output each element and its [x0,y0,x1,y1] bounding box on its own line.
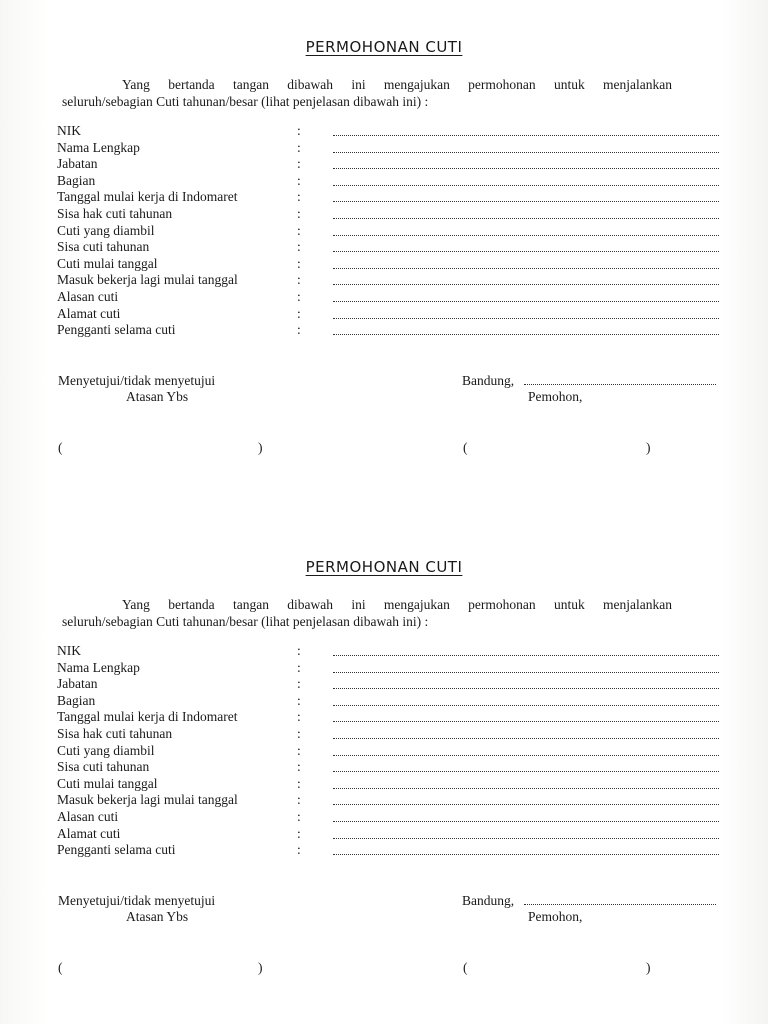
fill-in-line-cuti-diambil[interactable] [333,235,719,236]
field-row-alamat-cuti [57,826,727,843]
field-colon: : [297,172,301,188]
approval-sub-label: Atasan Ybs [126,389,189,404]
field-colon: : [297,189,301,205]
field-label: Jabatan [57,676,98,692]
form-title: PERMOHONAN CUTI [305,558,463,576]
field-colon: : [297,139,301,155]
field-colon: : [297,205,301,221]
field-colon: : [297,742,301,758]
applicant-signature-paren-close: ) [646,440,651,455]
fill-in-line-alamat-cuti[interactable] [333,838,719,839]
field-label: Nama Lengkap [57,659,140,675]
approval-label: Menyetujui/tidak menyetujui [58,893,216,908]
applicant-signature-paren-open: ( [463,960,468,975]
fill-in-line-tanggal-mulai-kerja[interactable] [333,201,719,202]
field-label: Pengganti selama cuti [57,322,176,338]
fill-in-line-masuk-bekerja[interactable] [333,804,719,805]
field-label: Cuti mulai tanggal [57,255,158,271]
applicant-label: Pemohon, [528,909,583,924]
fill-in-line-pengganti[interactable] [333,334,719,335]
fill-in-line-sisa-cuti[interactable] [333,251,719,252]
approval-block [58,893,215,925]
field-colon: : [297,239,301,255]
fill-in-line-nama-lengkap[interactable] [333,152,719,153]
field-label: Sisa hak cuti tahunan [57,725,173,741]
fill-in-line-cuti-mulai[interactable] [333,788,719,789]
fill-in-line-sisa-cuti[interactable] [333,771,719,772]
field-label: Alamat cuti [57,825,121,841]
fill-in-line-cuti-mulai[interactable] [333,268,719,269]
applicant-signature-paren-open: ( [463,440,468,455]
field-row-tanggal-mulai-kerja [57,189,727,206]
field-list [57,643,727,859]
field-label: Bagian [57,692,96,708]
field-colon: : [297,659,301,675]
field-row-pengganti [57,842,727,859]
fill-in-line-sisa-hak-cuti[interactable] [333,738,719,739]
field-colon: : [297,222,301,238]
fill-in-line-tanggal-mulai-kerja[interactable] [333,721,719,722]
field-row-alamat-cuti [57,306,727,323]
fill-in-line-jabatan[interactable] [333,688,719,689]
leave-request-form-1 [0,0,768,480]
fill-in-line-nik[interactable] [333,135,719,136]
applicant-signature-paren-close: ) [646,960,651,975]
field-row-bagian [57,693,727,710]
fill-in-line-bagian[interactable] [333,705,719,706]
field-row-alasan-cuti [57,289,727,306]
field-list [57,123,727,339]
field-label: Cuti mulai tanggal [57,775,158,791]
field-label: Masuk bekerja lagi mulai tanggal [57,792,238,808]
fill-in-line-alasan-cuti[interactable] [333,301,719,302]
approver-signature-paren-close: ) [258,960,263,975]
field-label: Cuti yang diambil [57,742,155,758]
fill-in-line-nik[interactable] [333,655,719,656]
field-label: Sisa hak cuti tahunan [57,205,173,221]
field-row-nik [57,123,727,140]
field-row-sisa-cuti [57,759,727,776]
fill-in-line-pengganti[interactable] [333,854,719,855]
approver-signature-paren-close: ) [258,440,263,455]
field-label: Sisa cuti tahunan [57,239,150,255]
field-label: Pengganti selama cuti [57,842,176,858]
field-colon: : [297,676,301,692]
field-label: Cuti yang diambil [57,222,155,238]
approver-signature-paren-open: ( [58,960,63,975]
place-date-row [462,373,722,389]
intro-line-2: seluruh/sebagian Cuti tahunan/besar (lihat penjelasan dibawah ini) : [62,614,429,629]
field-label: Tanggal mulai kerja di Indomaret [57,709,238,725]
field-colon: : [297,156,301,172]
field-row-cuti-diambil [57,743,727,760]
field-row-jabatan [57,676,727,693]
field-colon: : [297,842,301,858]
field-row-cuti-mulai [57,776,727,793]
leave-request-form-2 [0,520,768,1000]
field-label: Bagian [57,172,96,188]
field-row-cuti-diambil [57,223,727,240]
field-row-masuk-bekerja [57,272,727,289]
field-label: Tanggal mulai kerja di Indomaret [57,189,238,205]
field-row-masuk-bekerja [57,792,727,809]
field-colon: : [297,272,301,288]
field-colon: : [297,775,301,791]
approver-signature-paren-open: ( [58,440,63,455]
form-title: PERMOHONAN CUTI [305,38,463,56]
field-label: Alamat cuti [57,305,121,321]
field-label: NIK [57,123,81,138]
date-fill-in-line[interactable] [524,904,716,905]
field-colon: : [297,322,301,338]
field-row-jabatan [57,156,727,173]
field-row-nik [57,643,727,660]
field-row-bagian [57,173,727,190]
field-label: Alasan cuti [57,808,119,824]
field-label: Masuk bekerja lagi mulai tanggal [57,272,238,288]
fill-in-line-masuk-bekerja[interactable] [333,284,719,285]
field-colon: : [297,255,301,271]
approval-block [58,373,215,405]
fill-in-line-alasan-cuti[interactable] [333,821,719,822]
intro-line-1: Yang bertanda tangan dibawah ini mengajukan permohonan untuk menjalankan [122,77,672,92]
field-colon: : [297,792,301,808]
field-row-nama-lengkap [57,660,727,677]
intro-paragraph [62,596,672,630]
field-colon: : [297,825,301,841]
fill-in-line-sisa-hak-cuti[interactable] [333,218,719,219]
applicant-block [462,373,722,405]
approval-sub-label: Atasan Ybs [126,909,189,924]
field-row-sisa-hak-cuti [57,726,727,743]
field-row-nama-lengkap [57,140,727,157]
field-label: Jabatan [57,156,98,172]
place-label: Bandung, [462,373,515,388]
field-row-pengganti [57,322,727,339]
date-fill-in-line[interactable] [524,384,716,385]
applicant-label: Pemohon, [528,389,583,404]
field-row-sisa-hak-cuti [57,206,727,223]
field-colon: : [297,305,301,321]
approval-label: Menyetujui/tidak menyetujui [58,373,216,388]
fill-in-line-jabatan[interactable] [333,168,719,169]
fill-in-line-nama-lengkap[interactable] [333,672,719,673]
field-row-cuti-mulai [57,256,727,273]
field-label: NIK [57,643,81,658]
field-colon: : [297,759,301,775]
intro-line-1: Yang bertanda tangan dibawah ini mengajukan permohonan untuk menjalankan [122,597,672,612]
place-label: Bandung, [462,893,515,908]
fill-in-line-alamat-cuti[interactable] [333,318,719,319]
fill-in-line-bagian[interactable] [333,185,719,186]
field-label: Alasan cuti [57,288,119,304]
field-label: Nama Lengkap [57,139,140,155]
field-colon: : [297,643,301,658]
intro-line-2: seluruh/sebagian Cuti tahunan/besar (lihat penjelasan dibawah ini) : [62,94,429,109]
field-colon: : [297,725,301,741]
place-date-row [462,893,722,909]
fill-in-line-cuti-diambil[interactable] [333,755,719,756]
field-row-alasan-cuti [57,809,727,826]
field-row-sisa-cuti [57,239,727,256]
field-colon: : [297,288,301,304]
field-colon: : [297,808,301,824]
applicant-block [462,893,722,925]
field-label: Sisa cuti tahunan [57,759,150,775]
field-colon: : [297,123,301,138]
field-colon: : [297,709,301,725]
field-colon: : [297,692,301,708]
intro-paragraph [62,76,672,110]
field-row-tanggal-mulai-kerja [57,709,727,726]
